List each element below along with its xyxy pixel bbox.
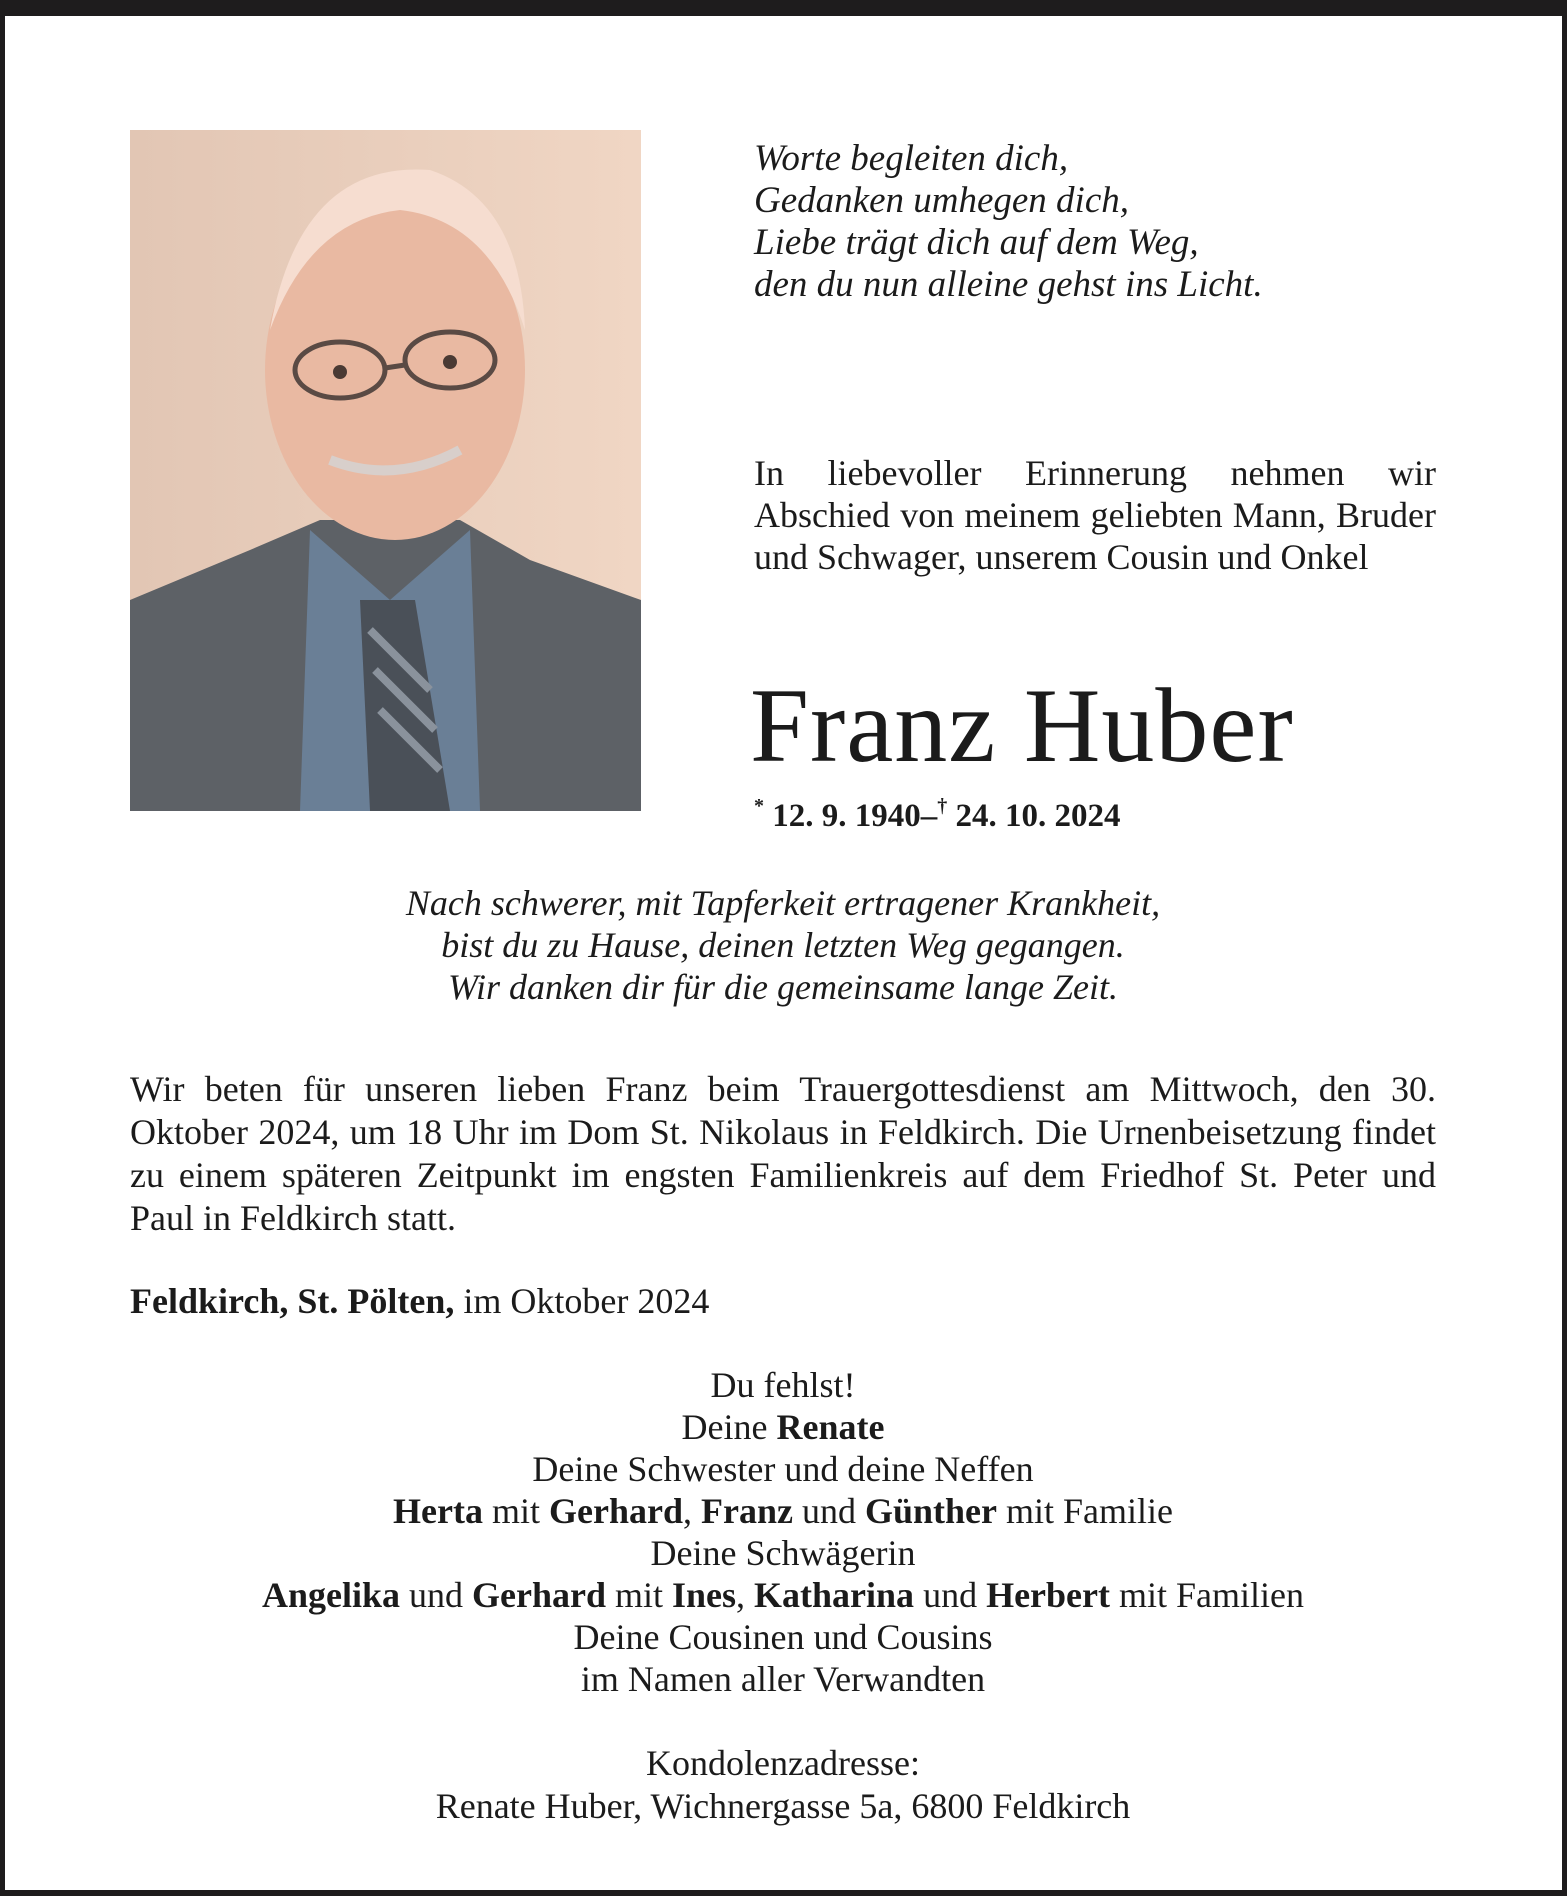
death-date: 24. 10. 2024: [955, 798, 1121, 834]
mourner-line: Du fehlst!: [710, 1365, 856, 1405]
place-date-line: [130, 1280, 709, 1322]
mourner-line: Deine Schwägerin: [650, 1533, 916, 1573]
dates-dash: –: [920, 798, 938, 834]
mourner-line: [80, 1574, 1486, 1616]
text: und: [400, 1575, 473, 1615]
poem-line: den du nun alleine gehst ins Licht.: [754, 264, 1263, 305]
month-year: im Oktober 2024: [454, 1281, 710, 1321]
text: ,: [682, 1491, 701, 1531]
text: und: [914, 1575, 987, 1615]
text: mit: [482, 1491, 549, 1531]
condolence-address: [130, 1742, 1436, 1828]
text: mit Familien: [1110, 1575, 1304, 1615]
mourners-list: [80, 1364, 1486, 1700]
text: mit: [606, 1575, 673, 1615]
birth-date: 12. 9. 1940: [772, 798, 921, 834]
mourner-line: [80, 1490, 1486, 1532]
deceased-name: Franz Huber: [750, 667, 1294, 784]
memorial-quote: [130, 882, 1436, 1008]
mourner-name: Ines: [672, 1575, 737, 1615]
birth-symbol: *: [754, 795, 764, 817]
text: Deine: [681, 1407, 777, 1447]
condolence-address-text: Renate Huber, Wichnergasse 5a, 6800 Feldkirch: [435, 1786, 1131, 1826]
death-symbol: †: [937, 795, 948, 817]
mourner-line: Deine Schwester und deine Neffen: [532, 1449, 1034, 1489]
mourner-line: im Namen aller Verwandten: [580, 1659, 986, 1699]
text: ,: [736, 1575, 755, 1615]
obituary-page: [5, 16, 1562, 1890]
text: mit Familie: [996, 1491, 1173, 1531]
mourner-name: Gerhard: [472, 1575, 606, 1615]
poem-line: Liebe trägt dich auf dem Weg,: [754, 222, 1199, 263]
places: Feldkirch, St. Pölten,: [130, 1281, 455, 1321]
poem-line: Worte begleiten dich,: [754, 138, 1069, 179]
quote-line: Nach schwerer, mit Tapferkeit ertragener Krankheit,: [405, 883, 1161, 923]
condolence-label: Kondolenzadresse:: [646, 1743, 920, 1783]
poem-line: Gedanken umhegen dich,: [754, 180, 1130, 221]
mourner-line: [80, 1406, 1486, 1448]
mourner-name: Katharina: [754, 1575, 915, 1615]
mourner-name: Günther: [864, 1491, 997, 1531]
quote-line: Wir danken dir für die gemeinsame lange Zeit.: [448, 967, 1118, 1007]
opening-poem: [754, 138, 1263, 306]
service-details: Wir beten für unseren lieben Franz beim Trauergottesdienst am Mittwoch, den 30. Oktober 2024, um 18 Uhr im Dom St. Nikolaus in Feldkirch. Die Urnenbeisetzung findet zu einem späteren Zeitpunkt im engsten Familienkreis auf dem Friedhof St. Peter und Paul in Feldkirch statt.: [130, 1069, 1436, 1238]
mourner-name: Angelika: [261, 1575, 401, 1615]
mourner-name: Franz: [700, 1491, 793, 1531]
text: und: [792, 1491, 865, 1531]
portrait-photo: [130, 130, 641, 811]
mourner-name: Gerhard: [549, 1491, 683, 1531]
life-dates: [754, 786, 1121, 836]
intro-text: In liebevoller Erinnerung nehmen wir Abschied von meinem geliebten Mann, Bruder und Schwager, unserem Cousin und Onkel: [754, 453, 1436, 577]
quote-line: bist du zu Hause, deinen letzten Weg gegangen.: [441, 925, 1125, 965]
mourner-line: Deine Cousinen und Cousins: [573, 1617, 993, 1657]
mourner-name: Renate: [776, 1407, 885, 1447]
mourner-name: Herbert: [986, 1575, 1110, 1615]
mourner-name: Herta: [393, 1491, 483, 1531]
